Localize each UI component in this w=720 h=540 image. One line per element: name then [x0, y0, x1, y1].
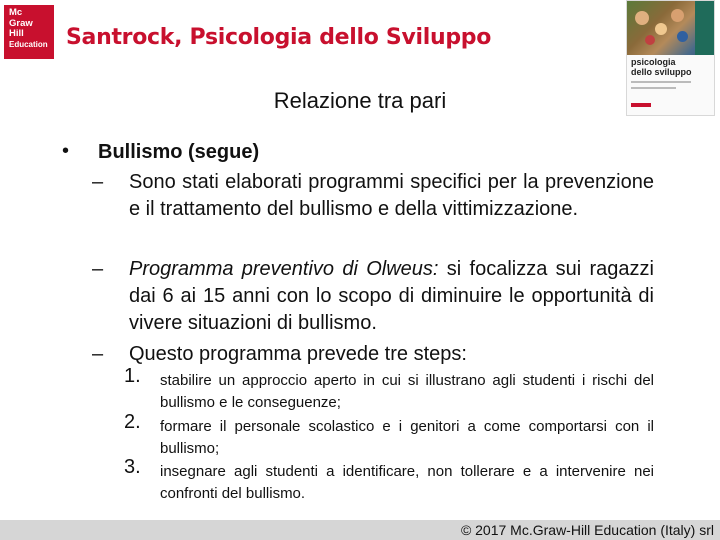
- step-number: 2.: [124, 411, 141, 433]
- logo-line-mc: Mc: [9, 7, 23, 18]
- list-item-text: Questo programma prevede tre steps:: [129, 343, 467, 365]
- list-item: [92, 169, 654, 223]
- cover-text-line: [631, 81, 691, 83]
- numbered-item: [124, 411, 654, 460]
- list-item-text: Sono stati elaborati programmi specifici per la prevenzione e il trattamento del bullismo e della vittimizzazione.: [129, 171, 654, 220]
- logo-line-graw: Graw: [9, 17, 33, 29]
- step-number: 3.: [124, 456, 141, 478]
- book-title: Santrock, Psicologia dello Sviluppo: [66, 25, 492, 50]
- list-item: [92, 341, 654, 368]
- dash-icon: –: [92, 258, 104, 280]
- copyright-text: © 2017 Mc.Graw-Hill Education (Italy) srl: [460, 522, 714, 538]
- step-text: insegnare agli studenti a identificare, non tollerare e a intervenire nei confronti del bullismo.: [160, 463, 654, 502]
- list-item: [92, 256, 654, 337]
- numbered-item: [124, 456, 654, 505]
- list-item-text: [129, 256, 654, 337]
- dash-icon: –: [92, 171, 104, 193]
- list-item-rest-text: si focalizza sui ragazzi dai 6 ai 15 anni con lo scopo di diminuire le opportunità di vivere situazioni di bullismo.: [129, 258, 654, 334]
- dash-icon: –: [92, 343, 104, 365]
- slide-title: Relazione tra pari: [273, 88, 447, 113]
- step-number: 1.: [124, 365, 141, 387]
- logo-line-hill: Hill: [9, 28, 24, 39]
- cover-accent-bar: [695, 1, 715, 55]
- footer-bar: [0, 520, 720, 540]
- mcgraw-hill-logo: [4, 5, 54, 59]
- bullet-icon: •: [62, 140, 70, 162]
- cover-title: psicologia dello sviluppo: [631, 57, 692, 77]
- numbered-item: [124, 365, 654, 414]
- section-heading: Bullismo (segue): [98, 141, 260, 163]
- step-text: stabilire un approccio aperto in cui si illustrano agli studenti i rischi del bullismo e le conseguenze;: [160, 372, 654, 411]
- step-text: formare il personale scolastico e i genitori a come comportarsi con il bullismo;: [160, 418, 654, 457]
- logo-line-education: Education: [9, 39, 48, 49]
- list-item-italic-text: Programma preventivo di Olweus:: [129, 258, 439, 280]
